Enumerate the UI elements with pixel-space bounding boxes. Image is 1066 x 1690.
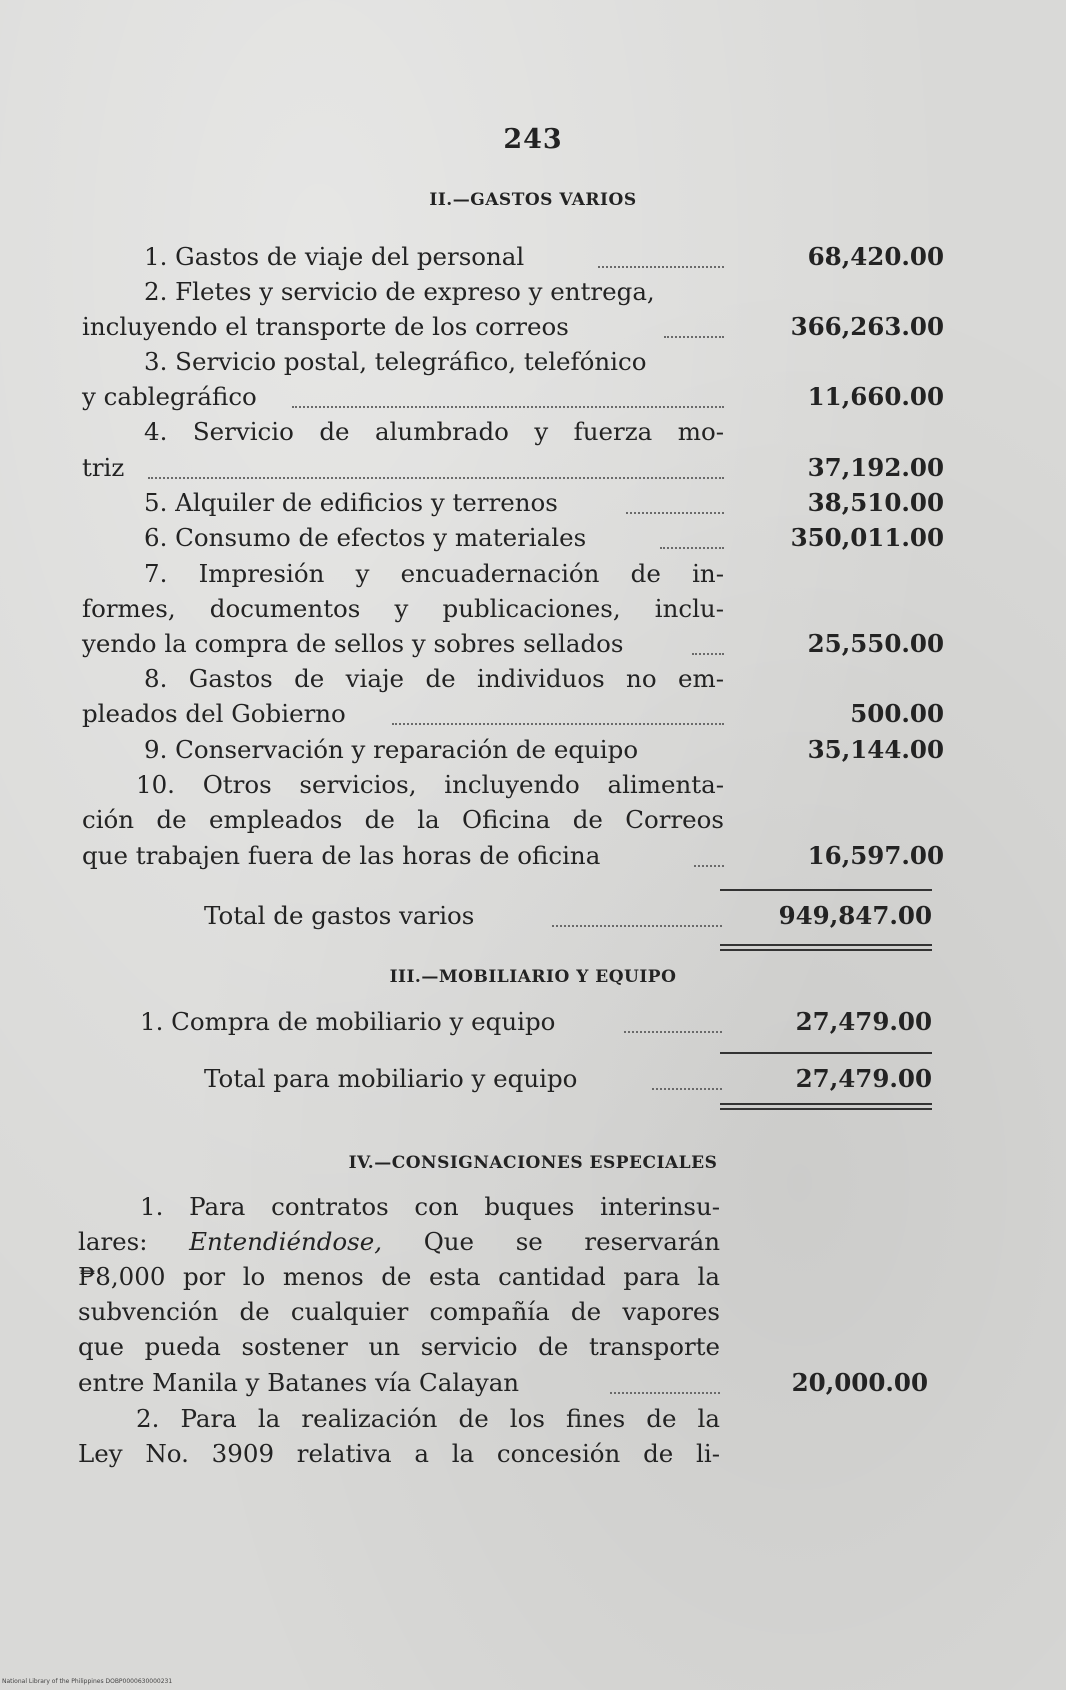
total-label: Total de gastos varios — [204, 901, 475, 930]
subtotal-rule — [720, 1052, 932, 1054]
list-item-amount: 35,144.00 — [807, 735, 944, 764]
list-item-amount: 37,192.00 — [807, 453, 944, 482]
list-item-text: 10. Otros servicios, incluyendo alimenta- — [136, 770, 724, 799]
list-item-text: formes, documentos y publicaciones, inclu- — [82, 594, 724, 623]
dot-leader — [694, 863, 724, 867]
list-item-text: 3. Servicio postal, telegráfico, telefónico — [144, 347, 647, 376]
dot-leader — [292, 404, 724, 408]
list-item-text — [78, 1225, 720, 1259]
list-item-text: que trabajen fuera de las horas de oficina — [82, 841, 601, 870]
list-item-text: incluyendo el transporte de los correos — [82, 312, 569, 341]
subtotal-rule — [720, 889, 932, 891]
dot-leader — [552, 923, 722, 927]
list-item-amount: 500.00 — [850, 699, 944, 728]
dot-leader — [148, 475, 724, 479]
dot-leader — [392, 721, 724, 725]
list-item-text: subvención de cualquier compañía de vapores — [78, 1297, 720, 1326]
page-number: 243 — [503, 124, 563, 155]
dot-leader — [692, 651, 724, 655]
list-item-text: lares: — [78, 1227, 148, 1256]
list-item-amount: 68,420.00 — [807, 242, 944, 271]
list-item-text: ción de empleados de la Oficina de Correos — [82, 805, 724, 834]
list-item-text: 5. Alquiler de edificios y terrenos — [144, 488, 558, 517]
list-item-text: Entendiéndose, — [189, 1227, 383, 1256]
dot-leader — [624, 1029, 722, 1033]
list-item-text: yendo la compra de sellos y sobres sellados — [82, 629, 624, 658]
section-heading-mobiliario: III.—MOBILIARIO Y EQUIPO — [389, 967, 677, 987]
list-item-amount: 16,597.00 — [807, 841, 944, 870]
list-item-text: 9. Conservación y reparación de equipo — [144, 735, 639, 764]
list-item-text: 1. Para contratos con buques interinsu- — [140, 1192, 720, 1221]
scan-footer: National Library of the Philippines DOBP0000630000231 — [2, 1678, 173, 1685]
list-item-text: Ley No. 3909 relativa a la concesión de li- — [78, 1439, 720, 1468]
list-item-amount: 20,000.00 — [791, 1368, 928, 1397]
list-item-text: 2. Fletes y servicio de expreso y entrega, — [144, 277, 655, 306]
list-item-amount: 350,011.00 — [790, 523, 944, 552]
dot-leader — [626, 510, 724, 514]
list-item-amount: 38,510.00 — [807, 488, 944, 517]
dot-leader — [664, 334, 724, 338]
list-item-text: pleados del Gobierno — [82, 699, 346, 728]
total-double-rule — [720, 944, 932, 951]
dot-leader — [660, 545, 724, 549]
list-item-amount: 25,550.00 — [807, 629, 944, 658]
list-item-text: 2. Para la realización de los fines de la — [136, 1404, 720, 1433]
list-item-text: ₱8,000 por lo menos de esta cantidad para la — [78, 1262, 720, 1291]
total-amount: 27,479.00 — [795, 1064, 932, 1093]
list-item-text: 4. Servicio de alumbrado y fuerza mo- — [144, 417, 724, 446]
dot-leader — [652, 1086, 722, 1090]
list-item-text: 7. Impresión y encuadernación de in- — [144, 559, 724, 588]
section-heading-gastos-varios: II.—GASTOS VARIOS — [429, 190, 637, 210]
list-item-text: 8. Gastos de viaje de individuos no em- — [144, 664, 724, 693]
list-item-text: 1. Gastos de viaje del personal — [144, 242, 525, 271]
list-item-amount: 366,263.00 — [790, 312, 944, 341]
list-item-text: entre Manila y Batanes vía Calayan — [78, 1368, 520, 1397]
dot-leader — [610, 1390, 720, 1394]
dot-leader — [598, 264, 724, 268]
total-label: Total para mobiliario y equipo — [204, 1064, 578, 1093]
list-item-amount: 11,660.00 — [807, 382, 944, 411]
list-item-text: triz — [82, 453, 125, 482]
list-item-text: Que se reservarán — [423, 1227, 720, 1256]
list-item-text: 1. Compra de mobiliario y equipo — [140, 1007, 556, 1036]
section-heading-consignaciones: IV.—CONSIGNACIONES ESPECIALES — [348, 1153, 718, 1173]
list-item-text: y cablegráfico — [82, 382, 257, 411]
total-double-rule — [720, 1103, 932, 1110]
list-item-amount: 27,479.00 — [795, 1007, 932, 1036]
list-item-text: 6. Consumo de efectos y materiales — [144, 523, 587, 552]
list-item-text: que pueda sostener un servicio de transporte — [78, 1332, 720, 1361]
total-amount: 949,847.00 — [778, 901, 932, 930]
